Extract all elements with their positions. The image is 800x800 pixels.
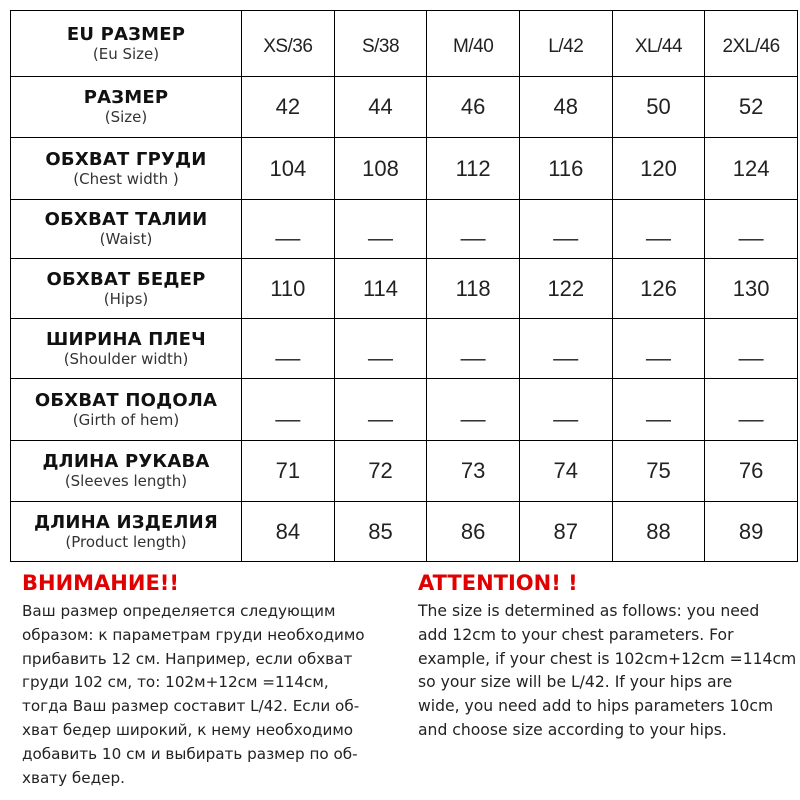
row-label-ru: ОБХВАТ ГРУДИ [45,148,207,170]
value-cell: 72 [334,441,427,502]
value-cell: 74 [519,441,612,502]
value-cell: 126 [612,259,705,319]
size-chart-table [10,10,798,562]
value-cell: __ [519,319,612,379]
value-cell: __ [242,319,335,379]
value-cell: __ [334,319,427,379]
row-label-cell [11,319,242,379]
attention-body-en: The size is determined as follows: you need add 12cm to your chest parameters. For example, if your chest is 102cm+12cm =114cm so your size will be L/42. If your hips are wide, you need add to hips parameters 10cm and choose size according to your hips. [418,602,797,739]
row-label-en: (Hips) [103,289,149,308]
value-cell: 108 [334,138,427,200]
table-row [11,502,798,562]
value-cell: 52 [705,77,798,138]
attention-note-ru [22,568,412,790]
value-cell: __ [519,379,612,441]
table-body [11,77,798,562]
size-header-cell: XS/36 [242,11,335,77]
size-header-cell: M/40 [427,11,520,77]
row-label-en: (Waist) [99,230,153,248]
value-cell: 42 [242,77,335,138]
row-label-en: (Sleeves length) [64,472,188,490]
table-row [11,259,798,319]
header-label-cell [11,11,242,77]
value-cell: 48 [519,77,612,138]
row-label-cell [11,138,242,200]
value-cell: __ [242,379,335,441]
row-label-ru: ДЛИНА ИЗДЕЛИЯ [34,511,218,533]
value-cell: 73 [427,441,520,502]
row-label-en: (Shoulder width) [63,349,189,368]
value-cell: __ [705,379,798,441]
row-label-en: (Chest width ) [73,169,179,188]
value-cell: __ [612,200,705,259]
value-cell: __ [612,379,705,441]
value-cell: 122 [519,259,612,319]
row-label-ru: ОБХВАТ БЕДЕР [46,268,206,290]
table-row [11,379,798,441]
row-label-cell [11,259,242,319]
table-header-row [11,11,798,77]
table-row [11,441,798,502]
value-cell: 89 [705,502,798,562]
value-cell: 71 [242,441,335,502]
value-cell: 112 [427,138,520,200]
row-label-en: (Eu Size) [92,44,160,63]
value-cell: __ [427,379,520,441]
attention-body-ru: Ваш размер определяется следующим образом: к параметрам груди необходимо прибавить 12 см. Например, если обхват груди 102 см, то: 102м+12см =114см, тогда Ваш размер составит L/42. Если об- хват бедер широкий, к нему необходимо добавить 10 см и выбирать размер по об- хвату бедер. [22,602,365,787]
value-cell: 85 [334,502,427,562]
value-cell: 44 [334,77,427,138]
row-label-ru: ОБХВАТ ТАЛИИ [44,209,208,230]
row-label-cell [11,379,242,441]
row-label-ru: ДЛИНА РУКАВА [42,451,210,472]
row-label-ru: EU РАЗМЕР [66,23,186,45]
value-cell: 104 [242,138,335,200]
value-cell: 88 [612,502,705,562]
value-cell: __ [427,200,520,259]
value-cell: 110 [242,259,335,319]
row-label-cell [11,441,242,502]
value-cell: 120 [612,138,705,200]
value-cell: __ [334,200,427,259]
attention-title-ru: ВНИМАНИЕ!! [22,571,179,595]
row-label-cell [11,77,242,138]
value-cell: __ [334,379,427,441]
row-label-en: (Girth of hem) [72,410,180,429]
row-label-ru: ШИРИНА ПЛЕЧ [46,328,206,350]
value-cell: 130 [705,259,798,319]
value-cell: 87 [519,502,612,562]
row-label-en: (Product length) [65,532,187,551]
size-header-cell: L/42 [519,11,612,77]
value-cell: __ [519,200,612,259]
value-cell: 75 [612,441,705,502]
table-row [11,77,798,138]
size-header-cell: 2XL/46 [705,11,798,77]
size-header-cell: XL/44 [612,11,705,77]
value-cell: 116 [519,138,612,200]
value-cell: __ [427,319,520,379]
value-cell: 84 [242,502,335,562]
value-cell: 46 [427,77,520,138]
value-cell: __ [705,200,798,259]
value-cell: 86 [427,502,520,562]
value-cell: __ [705,319,798,379]
table-row [11,200,798,259]
value-cell: 76 [705,441,798,502]
row-label-en: (Size) [104,108,148,126]
table-row [11,138,798,200]
row-label-ru: ОБХВАТ ПОДОЛА [34,389,218,411]
row-label-cell [11,502,242,562]
row-label-ru: РАЗМЕР [83,87,169,108]
row-label-cell [11,200,242,259]
size-header-cell: S/38 [334,11,427,77]
value-cell: 118 [427,259,520,319]
attention-note-en [418,568,798,743]
attention-title-en: ATTENTION! ! [418,571,578,595]
value-cell: 114 [334,259,427,319]
value-cell: 124 [705,138,798,200]
table-row [11,319,798,379]
value-cell: __ [242,200,335,259]
value-cell: 50 [612,77,705,138]
value-cell: __ [612,319,705,379]
